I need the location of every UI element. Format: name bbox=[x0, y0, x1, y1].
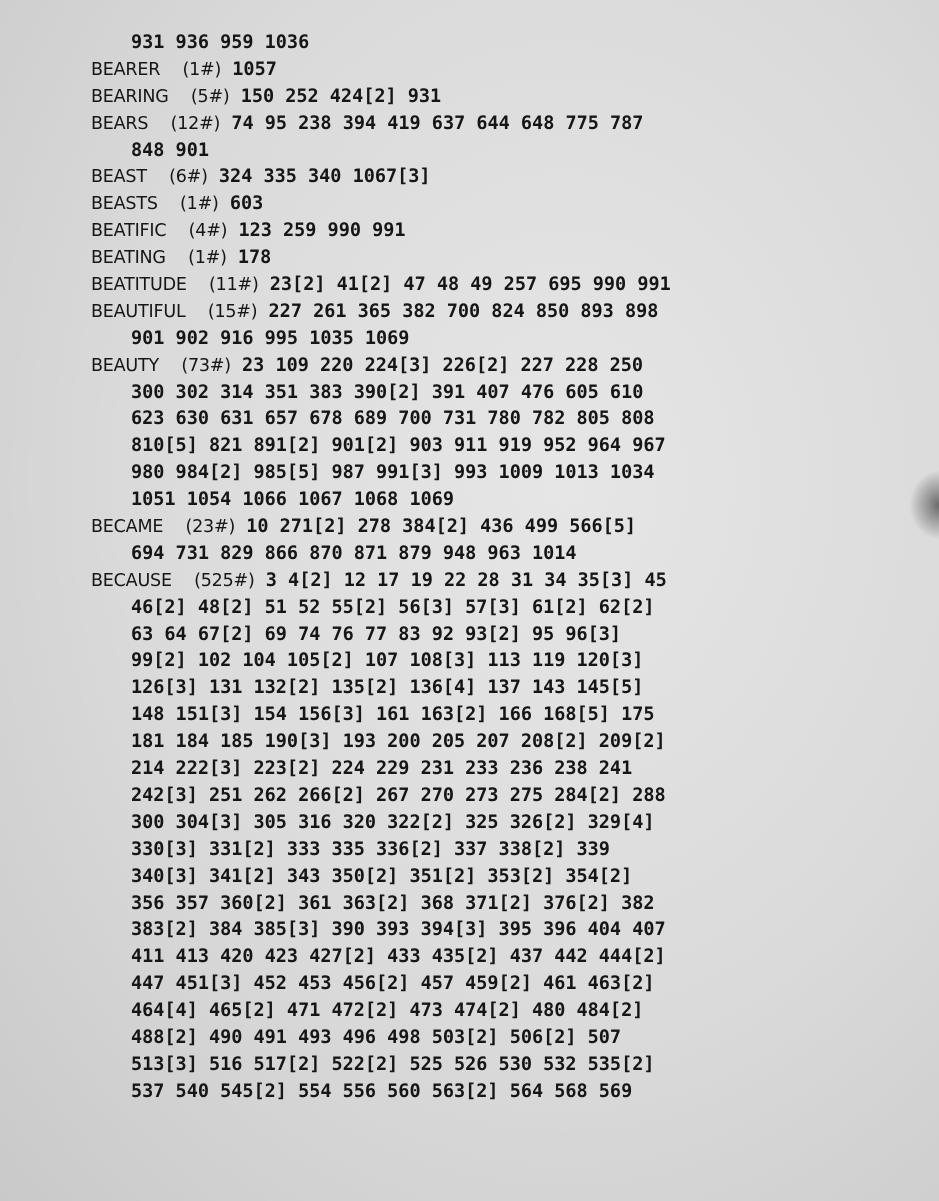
entry-headline bbox=[91, 57, 899, 84]
entry-headline bbox=[91, 111, 899, 138]
entry-count: (1#) bbox=[188, 248, 227, 269]
entry-continuation-line: 63 64 67[2] 69 74 76 77 83 92 93[2] 95 96[3] bbox=[131, 623, 622, 645]
index-entry-became bbox=[91, 514, 899, 568]
entry-term: BEASTS bbox=[91, 194, 158, 215]
entry-term: BEAST bbox=[91, 167, 147, 188]
entry-continuation-line: 356 357 360[2] 361 363[2] 368 371[2] 376[2] 382 bbox=[131, 892, 655, 914]
entry-term: BECAUSE bbox=[91, 570, 172, 591]
entry-headline bbox=[91, 353, 899, 380]
entry-page-numbers: 178 bbox=[237, 247, 272, 269]
entry-headline bbox=[91, 218, 899, 245]
entry-headline bbox=[91, 191, 899, 218]
index-entry-beautiful bbox=[91, 299, 899, 353]
entry-term: BEATIFIC bbox=[91, 221, 167, 242]
entry-continuation-line: 464[4] 465[2] 471 472[2] 473 474[2] 480 484[2] bbox=[131, 1000, 644, 1022]
entry-continuation-line: 340[3] 341[2] 343 350[2] 351[2] 353[2] 354[2] bbox=[131, 865, 633, 887]
index-entry-beasts bbox=[91, 191, 899, 218]
entry-page-numbers: 10 271[2] 278 384[2] 436 499 566[5] bbox=[246, 516, 637, 538]
entry-term: BEATING bbox=[91, 248, 166, 269]
index-entry-bears bbox=[91, 111, 899, 165]
entry-page-numbers: 23 109 220 224[3] 226[2] 227 228 250 bbox=[242, 354, 644, 376]
entry-headline bbox=[91, 245, 899, 272]
entry-continuation-line: 214 222[3] 223[2] 224 229 231 233 236 238 241 bbox=[131, 758, 633, 780]
entry-term: BEATITUDE bbox=[91, 275, 187, 296]
index-entry-bearer bbox=[91, 57, 899, 84]
entry-continuation-line: 330[3] 331[2] 333 335 336[2] 337 338[2] 339 bbox=[131, 838, 610, 860]
entry-count: (11#) bbox=[209, 275, 259, 296]
index-entry-beauty bbox=[91, 353, 899, 514]
entry-page-numbers: 123 259 990 991 bbox=[238, 220, 406, 242]
entry-count: (1#) bbox=[180, 194, 219, 215]
page-shadow bbox=[909, 470, 939, 540]
entry-count: (525#) bbox=[194, 570, 255, 591]
entry-continuation-line: 411 413 420 423 427[2] 433 435[2] 437 442 444[2] bbox=[131, 946, 666, 968]
index-entry-beast bbox=[91, 164, 899, 191]
entry-continuation-line: 126[3] 131 132[2] 135[2] 136[4] 137 143 145[5] bbox=[131, 677, 644, 699]
index-entry-beatific bbox=[91, 218, 899, 245]
entry-continuation-line: 810[5] 821 891[2] 901[2] 903 911 919 952 964 967 bbox=[131, 435, 666, 457]
entry-continuation-line: 848 901 bbox=[131, 139, 209, 161]
index-entries bbox=[91, 57, 899, 1106]
entry-term: BEARS bbox=[91, 113, 149, 134]
entry-continuation-line: 300 302 314 351 383 390[2] 391 407 476 605 610 bbox=[131, 381, 644, 403]
entry-page-numbers: 3 4[2] 12 17 19 22 28 31 34 35[3] 45 bbox=[265, 569, 667, 591]
entry-page-numbers: 603 bbox=[229, 193, 264, 215]
entry-continuation-line: 488[2] 490 491 493 496 498 503[2] 506[2] 507 bbox=[131, 1026, 622, 1048]
entry-continuation-line: 181 184 185 190[3] 193 200 205 207 208[2] 209[2] bbox=[131, 731, 666, 753]
entry-continuation-line: 980 984[2] 985[5] 987 991[3] 993 1009 1013 1034 bbox=[131, 462, 655, 484]
entry-term: BECAME bbox=[91, 517, 164, 538]
entry-count: (73#) bbox=[181, 355, 231, 376]
entry-term: BEAUTY bbox=[91, 355, 160, 376]
entry-continuation-line: 383[2] 384 385[3] 390 393 394[3] 395 396 404 407 bbox=[131, 919, 666, 941]
entry-count: (15#) bbox=[207, 301, 258, 322]
continuation-line: 931 936 959 1036 bbox=[131, 32, 310, 53]
entry-continuation-line: 148 151[3] 154 156[3] 161 163[2] 166 168[5] 175 bbox=[131, 704, 655, 726]
entry-headline bbox=[91, 514, 899, 541]
index-entry-beatitude bbox=[91, 272, 899, 299]
index-entry-bearing bbox=[91, 84, 899, 111]
entry-continuation-line: 901 902 916 995 1035 1069 bbox=[131, 327, 410, 349]
index-entry-beating bbox=[91, 245, 899, 272]
entry-page-numbers: 1057 bbox=[232, 58, 277, 80]
entry-page-numbers: 227 261 365 382 700 824 850 893 898 bbox=[268, 300, 659, 322]
entry-continuation-line: 46[2] 48[2] 51 52 55[2] 56[3] 57[3] 61[2] 62[2] bbox=[131, 596, 655, 618]
entry-headline bbox=[91, 164, 899, 191]
entry-count: (23#) bbox=[185, 517, 236, 538]
entry-term: BEARING bbox=[91, 86, 169, 107]
entry-continuation-line: 447 451[3] 452 453 456[2] 457 459[2] 461 463[2] bbox=[131, 973, 655, 995]
entry-continuation-line: 300 304[3] 305 316 320 322[2] 325 326[2] 329[4] bbox=[131, 811, 655, 833]
entry-continuation-line: 99[2] 102 104 105[2] 107 108[3] 113 119 120[3] bbox=[131, 650, 644, 672]
entry-headline bbox=[91, 299, 899, 326]
entry-page-numbers: 74 95 238 394 419 637 644 648 775 787 bbox=[231, 112, 644, 134]
entry-count: (12#) bbox=[170, 113, 221, 134]
entry-page-numbers: 23[2] 41[2] 47 48 49 257 695 990 991 bbox=[269, 274, 671, 296]
entry-continuation-line: 537 540 545[2] 554 556 560 563[2] 564 568 569 bbox=[131, 1080, 633, 1102]
entry-count: (1#) bbox=[182, 59, 222, 80]
entry-headline bbox=[91, 84, 899, 111]
entry-term: BEAUTIFUL bbox=[91, 301, 186, 322]
entry-page-numbers: 324 335 340 1067[3] bbox=[218, 166, 431, 188]
entry-continuation-line: 1051 1054 1066 1067 1068 1069 bbox=[131, 489, 455, 511]
entry-continuation-line: 242[3] 251 262 266[2] 267 270 273 275 284[2] 288 bbox=[131, 784, 666, 806]
entry-term: BEARER bbox=[91, 59, 161, 80]
entry-count: (5#) bbox=[190, 86, 230, 107]
entry-headline bbox=[91, 272, 899, 299]
entry-count: (4#) bbox=[188, 221, 228, 242]
entry-count: (6#) bbox=[169, 167, 208, 188]
index-entry-because bbox=[91, 568, 899, 1106]
entry-continuation-line: 694 731 829 866 870 871 879 948 963 1014 bbox=[131, 542, 577, 564]
entry-continuation-line: 623 630 631 657 678 689 700 731 780 782 805 808 bbox=[131, 408, 655, 430]
entry-headline bbox=[91, 568, 899, 595]
entry-page-numbers: 150 252 424[2] 931 bbox=[240, 85, 442, 107]
entry-continuation-line: 513[3] 516 517[2] 522[2] 525 526 530 532 535[2] bbox=[131, 1053, 655, 1075]
